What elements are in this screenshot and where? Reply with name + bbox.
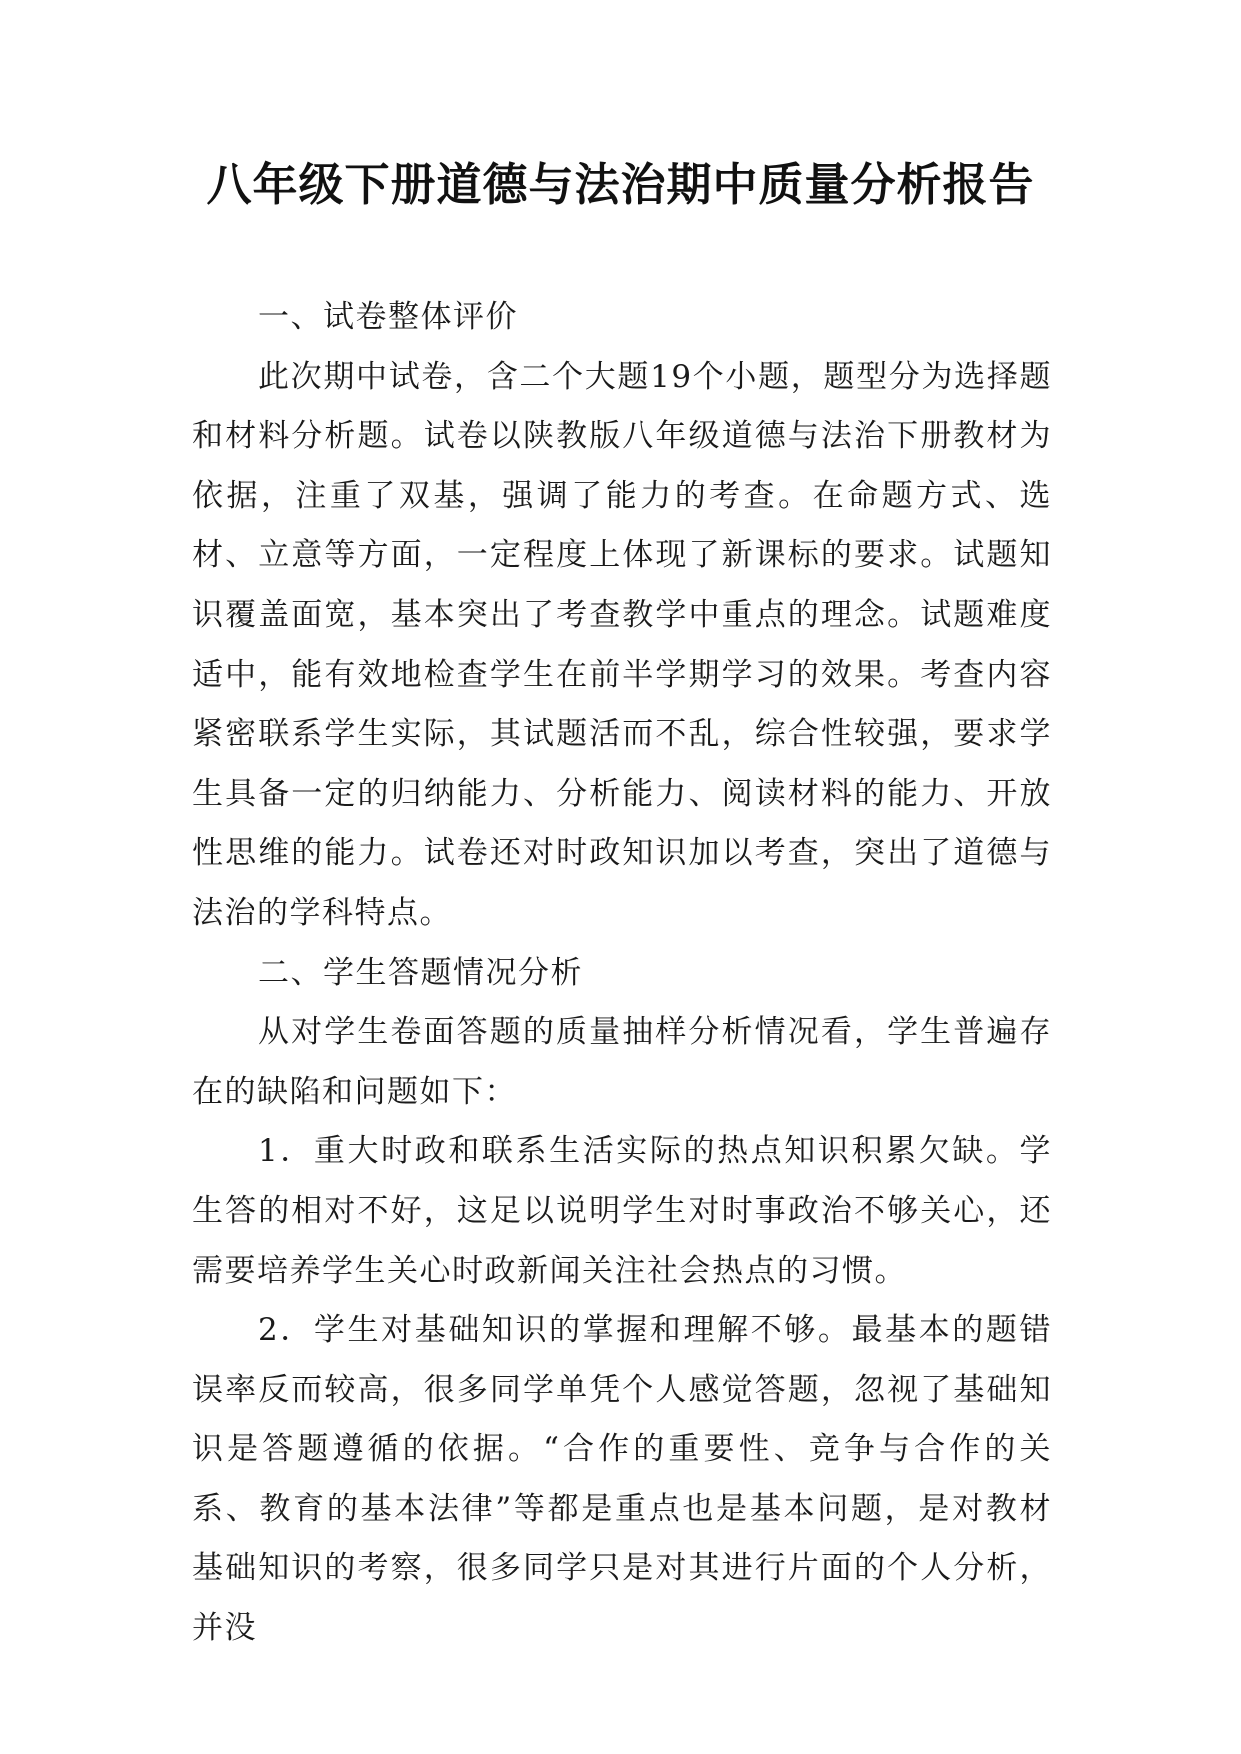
document-title: 八年级下册道德与法治期中质量分析报告 [206, 158, 1035, 211]
paragraph-analysis-intro: 从对学生卷面答题的质量抽样分析情况看，学生普遍存在的缺陷和问题如下： [192, 1014, 1052, 1110]
paragraph-evaluation: 此次期中试卷，含二个大题19个小题，题型分为选择题和材料分析题。试卷以陕教版八年级道德与法治下册教材为依据，注重了双基，强调了能力的考查。在命题方式、选材、立意等方面，一定程度上体现了新课标的要求。试题知识覆盖面宽，基本突出了考查教学中重点的理念。试题难度适中，能有效地检查学生在前半学期学习的效果。考查内容紧密联系学生实际，其试题活而不乱，综合性较强，要求学生具备一定的归纳能力、分析能力、阅读材料的能力、开放性思维的能力。试卷还对时政知识加以考查，突出了道德与法治的学科特点。 [192, 358, 1052, 931]
paragraph-point-2: 2．学生对基础知识的掌握和理解不够。最基本的题错误率反而较高，很多同学单凭个人感觉答题，忽视了基础知识是答题遵循的依据。“合作的重要性、竞争与合作的关系、教育的基本法律”等都是重点也是基本问题，是对教材基础知识的考察，很多同学只是对其进行片面的个人分析，并没 [192, 1312, 1052, 1647]
document-body [192, 288, 1052, 1659]
section-heading-evaluation: 一、试卷整体评价 [258, 299, 518, 335]
section-heading-analysis: 二、学生答题情况分析 [258, 954, 583, 991]
paragraph-point-1: 1．重大时政和联系生活实际的热点知识积累欠缺。学生答的相对不好，这足以说明学生对时事政治不够关心，还需要培养学生关心时政新闻关注社会热点的习惯。 [192, 1133, 1052, 1289]
